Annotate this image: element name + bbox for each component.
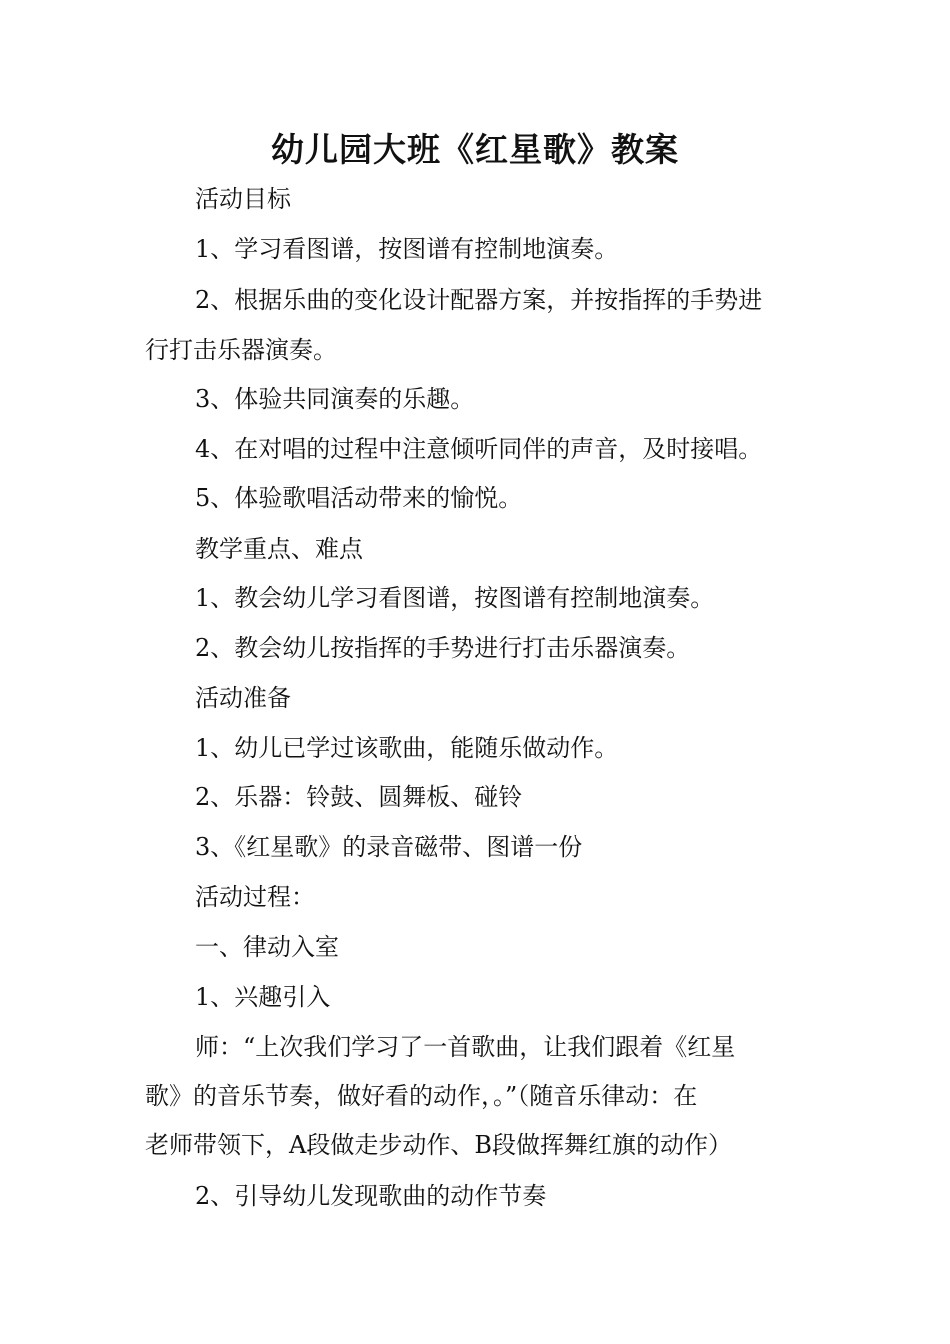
preparation-item-2: 2、乐器：铃鼓、圆舞板、碰铃 [195,783,523,811]
teacher-speech-line-3: 老师带领下，A段做走步动作、B段做挥舞红旗的动作） [145,1131,732,1159]
goal-item-2-continued: 行打击乐器演奏。 [145,336,337,364]
document-title: 幼儿园大班《红星歌》教案 [271,130,679,169]
teacher-speech-line-2: 歌》的音乐节奏，做好看的动作，。”（随音乐律动：在 [145,1082,698,1110]
key-point-2: 2、教会幼儿按指挥的手势进行打击乐器演奏。 [195,634,691,662]
process-section-1: 一、律动入室 [195,933,339,961]
goal-item-2: 2、根据乐曲的变化设计配器方案，并按指挥的手势进 [195,286,763,314]
heading-activity-goals: 活动目标 [195,185,291,213]
teacher-speech-line-1: 师：“上次我们学习了一首歌曲，让我们跟着《红星 [195,1033,736,1061]
goal-item-3: 3、体验共同演奏的乐趣。 [195,385,475,413]
goal-item-1: 1、学习看图谱，按图谱有控制地演奏。 [195,235,619,263]
preparation-item-1: 1、幼儿已学过该歌曲，能随乐做动作。 [195,734,619,762]
goal-item-4: 4、在对唱的过程中注意倾听同伴的声音，及时接唱。 [195,435,763,463]
preparation-item-3: 3、《红星歌》的录音磁带、图谱一份 [195,833,583,861]
goal-item-5: 5、体验歌唱活动带来的愉悦。 [195,484,523,512]
heading-preparation: 活动准备 [195,684,291,712]
process-step-1: 1、兴趣引入 [195,983,331,1011]
heading-process: 活动过程： [195,883,315,911]
heading-key-points: 教学重点、难点 [195,535,363,563]
process-step-2: 2、引导幼儿发现歌曲的动作节奏 [195,1182,547,1210]
key-point-1: 1、教会幼儿学习看图谱，按图谱有控制地演奏。 [195,584,715,612]
